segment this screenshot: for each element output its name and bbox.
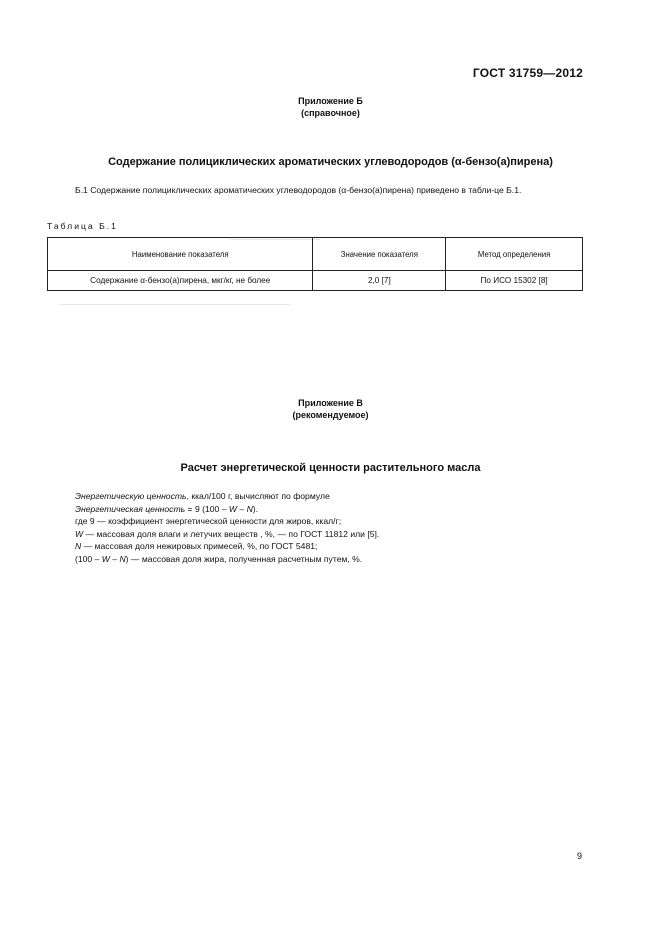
appendix-b-subtitle: (справочное) [301, 108, 360, 118]
appendix-v-subtitle: (рекомендуемое) [292, 410, 369, 420]
table-header-cell: Значение показателя [313, 238, 446, 271]
table-cell: Содержание α-бензо(а)пирена, мкг/кг, не более [48, 271, 313, 291]
appendix-v-title: Приложение В [298, 398, 363, 408]
formula-block [75, 490, 595, 565]
formula-line-6: (100 – W – N) — массовая доля жира, полученная расчетным путем, %. [75, 553, 363, 564]
page-number: 9 [576, 851, 582, 861]
table-row [48, 271, 583, 291]
appendix-v-heading: Расчет энергетической ценности растительного масла [180, 462, 481, 474]
document-code: ГОСТ 31759—2012 [472, 66, 583, 80]
table-header-row [48, 238, 583, 271]
formula-line-1: Энергетическую ценность, ккал/100 г, вычисляют по формуле [75, 491, 330, 501]
table-cell: По ИСО 15302 [8] [446, 271, 583, 291]
formula-line-5: N — массовая доля нежировых примесей, %, по ГОСТ 5481; [75, 541, 318, 551]
table-cell: 2,0 [7] [313, 271, 446, 291]
formula-line-2: Энергетическая ценность = 9 (100 – W – N). [75, 503, 259, 514]
indicator-table [47, 237, 583, 291]
formula-line-3: где 9 — коэффициент энергетической ценности для жиров, ккал/г; [75, 516, 342, 526]
appendix-b-paragraph: Б.1 Содержание полициклических ароматических углеводородов (α-бензо(а)пирена) приведено в табли-це Б.1. [75, 185, 522, 195]
table-caption: Таблица Б.1 [47, 221, 118, 231]
table-header-cell: Метод определения [446, 238, 583, 271]
appendix-b-heading: Содержание полициклических ароматических углеводородов (α-бензо(а)пирена) [108, 156, 553, 168]
table-header-cell: Наименование показателя [48, 238, 313, 271]
appendix-b-title: Приложение Б [298, 96, 363, 106]
formula-line-4: W — массовая доля влаги и летучих веществ , %, — по ГОСТ 11812 или [5]. [75, 528, 380, 539]
